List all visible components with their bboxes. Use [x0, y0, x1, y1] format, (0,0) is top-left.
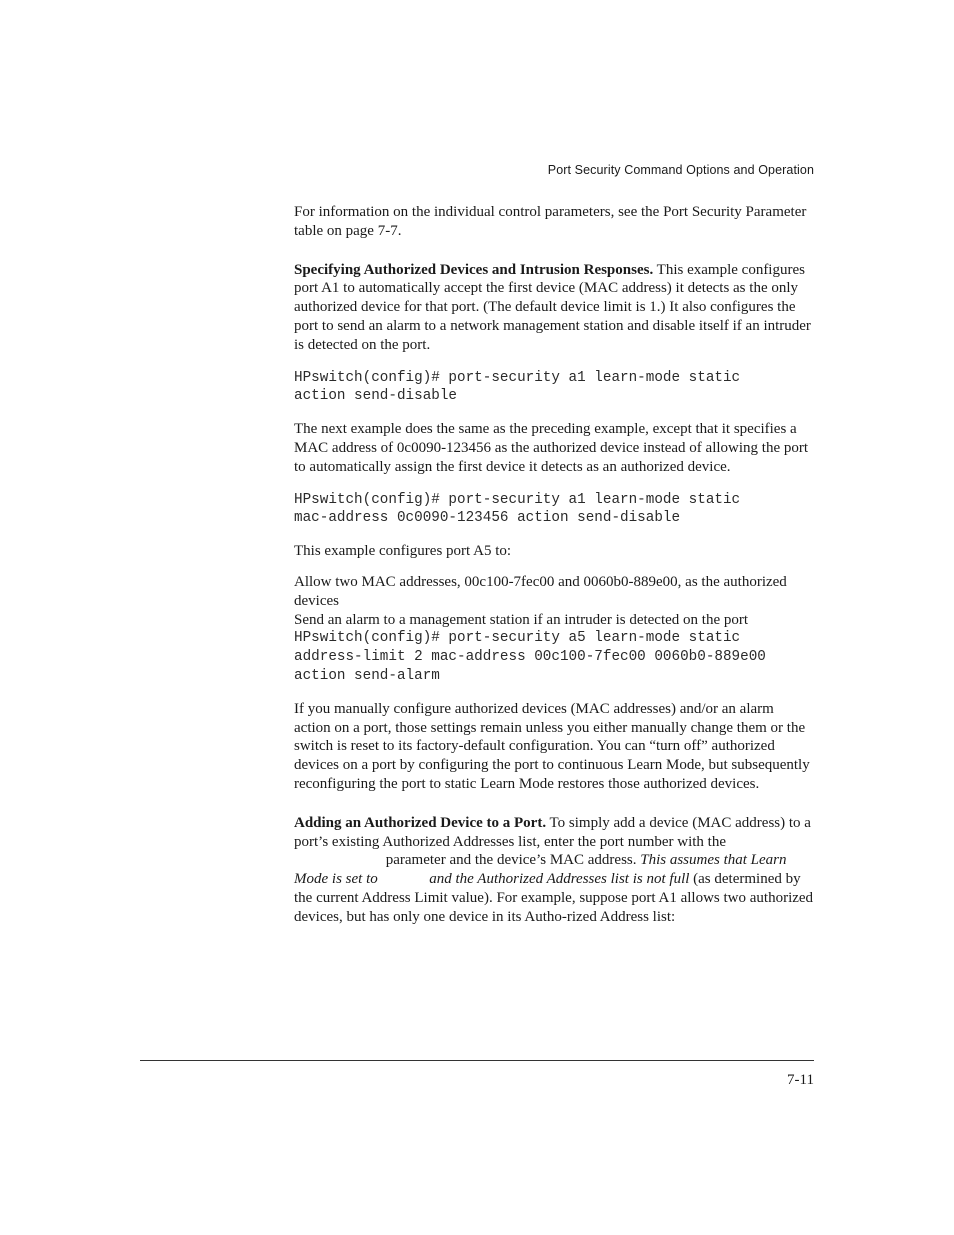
- italic-text: This assumes that Learn Mode is set to: [294, 852, 787, 888]
- paragraph-next-example: The next example does the same as the preceding example, except that it specifies a MAC address of 0c0090-123456 as the authorized device instead of allowing the port to automatically assign the first device it detects as an authorized device.: [294, 421, 809, 475]
- running-header: Port Security Command Options and Operation: [547, 163, 814, 177]
- section-text: To simply add a device (MAC address) to a port’s existing Authorized Addresses list, enter the port number with the: [294, 814, 811, 850]
- italic-text: and the Authorized Addresses list is not full: [425, 871, 690, 888]
- section-adding-device: [294, 814, 814, 927]
- footer-rule: [140, 1060, 814, 1061]
- list-item: Send an alarm to a management station if an intruder is detected on the port: [294, 611, 749, 628]
- paragraph-port-a5: This example configures port A5 to:: [294, 543, 512, 560]
- section-heading: Adding an Authorized Device to a Port.: [294, 814, 547, 831]
- intro-paragraph: For information on the individual control parameters, see the Port Security Parameter table on page 7-7.: [294, 204, 807, 239]
- code-example-1: HPswitch(config)# port-security a1 learn-mode static action send-disable: [294, 369, 741, 405]
- code-example-2: HPswitch(config)# port-security a1 learn-mode static mac-address 0c0090-123456 action send-disable: [294, 491, 741, 527]
- section-text: (as determined by the current Address Limit value). For example, suppose port A1 allows two authorized devices, but has only one device in its Autho-rized Address list:: [294, 871, 814, 925]
- list-item: Allow two MAC addresses, 00c100-7fec00 and 0060b0-889e00, as the authorized devices: [294, 573, 787, 609]
- body-content: [294, 203, 814, 927]
- page-number: 7-11: [787, 1072, 814, 1088]
- paragraph-manual-config: If you manually configure authorized devices (MAC addresses) and/or an alarm action on a port, those settings remain unless you either manually change them or the switch is reset to its factory-default configuration. You can “turn off” authorized devices on a port by configuring the port to continuous Learn Mode, but subsequently reconfiguring the port to static Learn Mode restores those authorized devices.: [294, 700, 810, 792]
- section-text: parameter and the device’s MAC address.: [382, 852, 641, 869]
- section-text: This example configures port A1 to automatically accept the first device (MAC address) it detects as the only authorized device for that port. (The default device limit is 1.) It also configures the port to send an alarm to a network management station and disable itself if an intruder is detected on the port.: [294, 261, 811, 353]
- section-heading: Specifying Authorized Devices and Intrusion Responses.: [294, 261, 654, 278]
- code-example-3: HPswitch(config)# port-security a5 learn-mode static address-limit 2 mac-address 00c100-7fec00 0060b0-889e00 action send-alarm: [294, 630, 766, 684]
- section-authorized-devices: [294, 261, 814, 355]
